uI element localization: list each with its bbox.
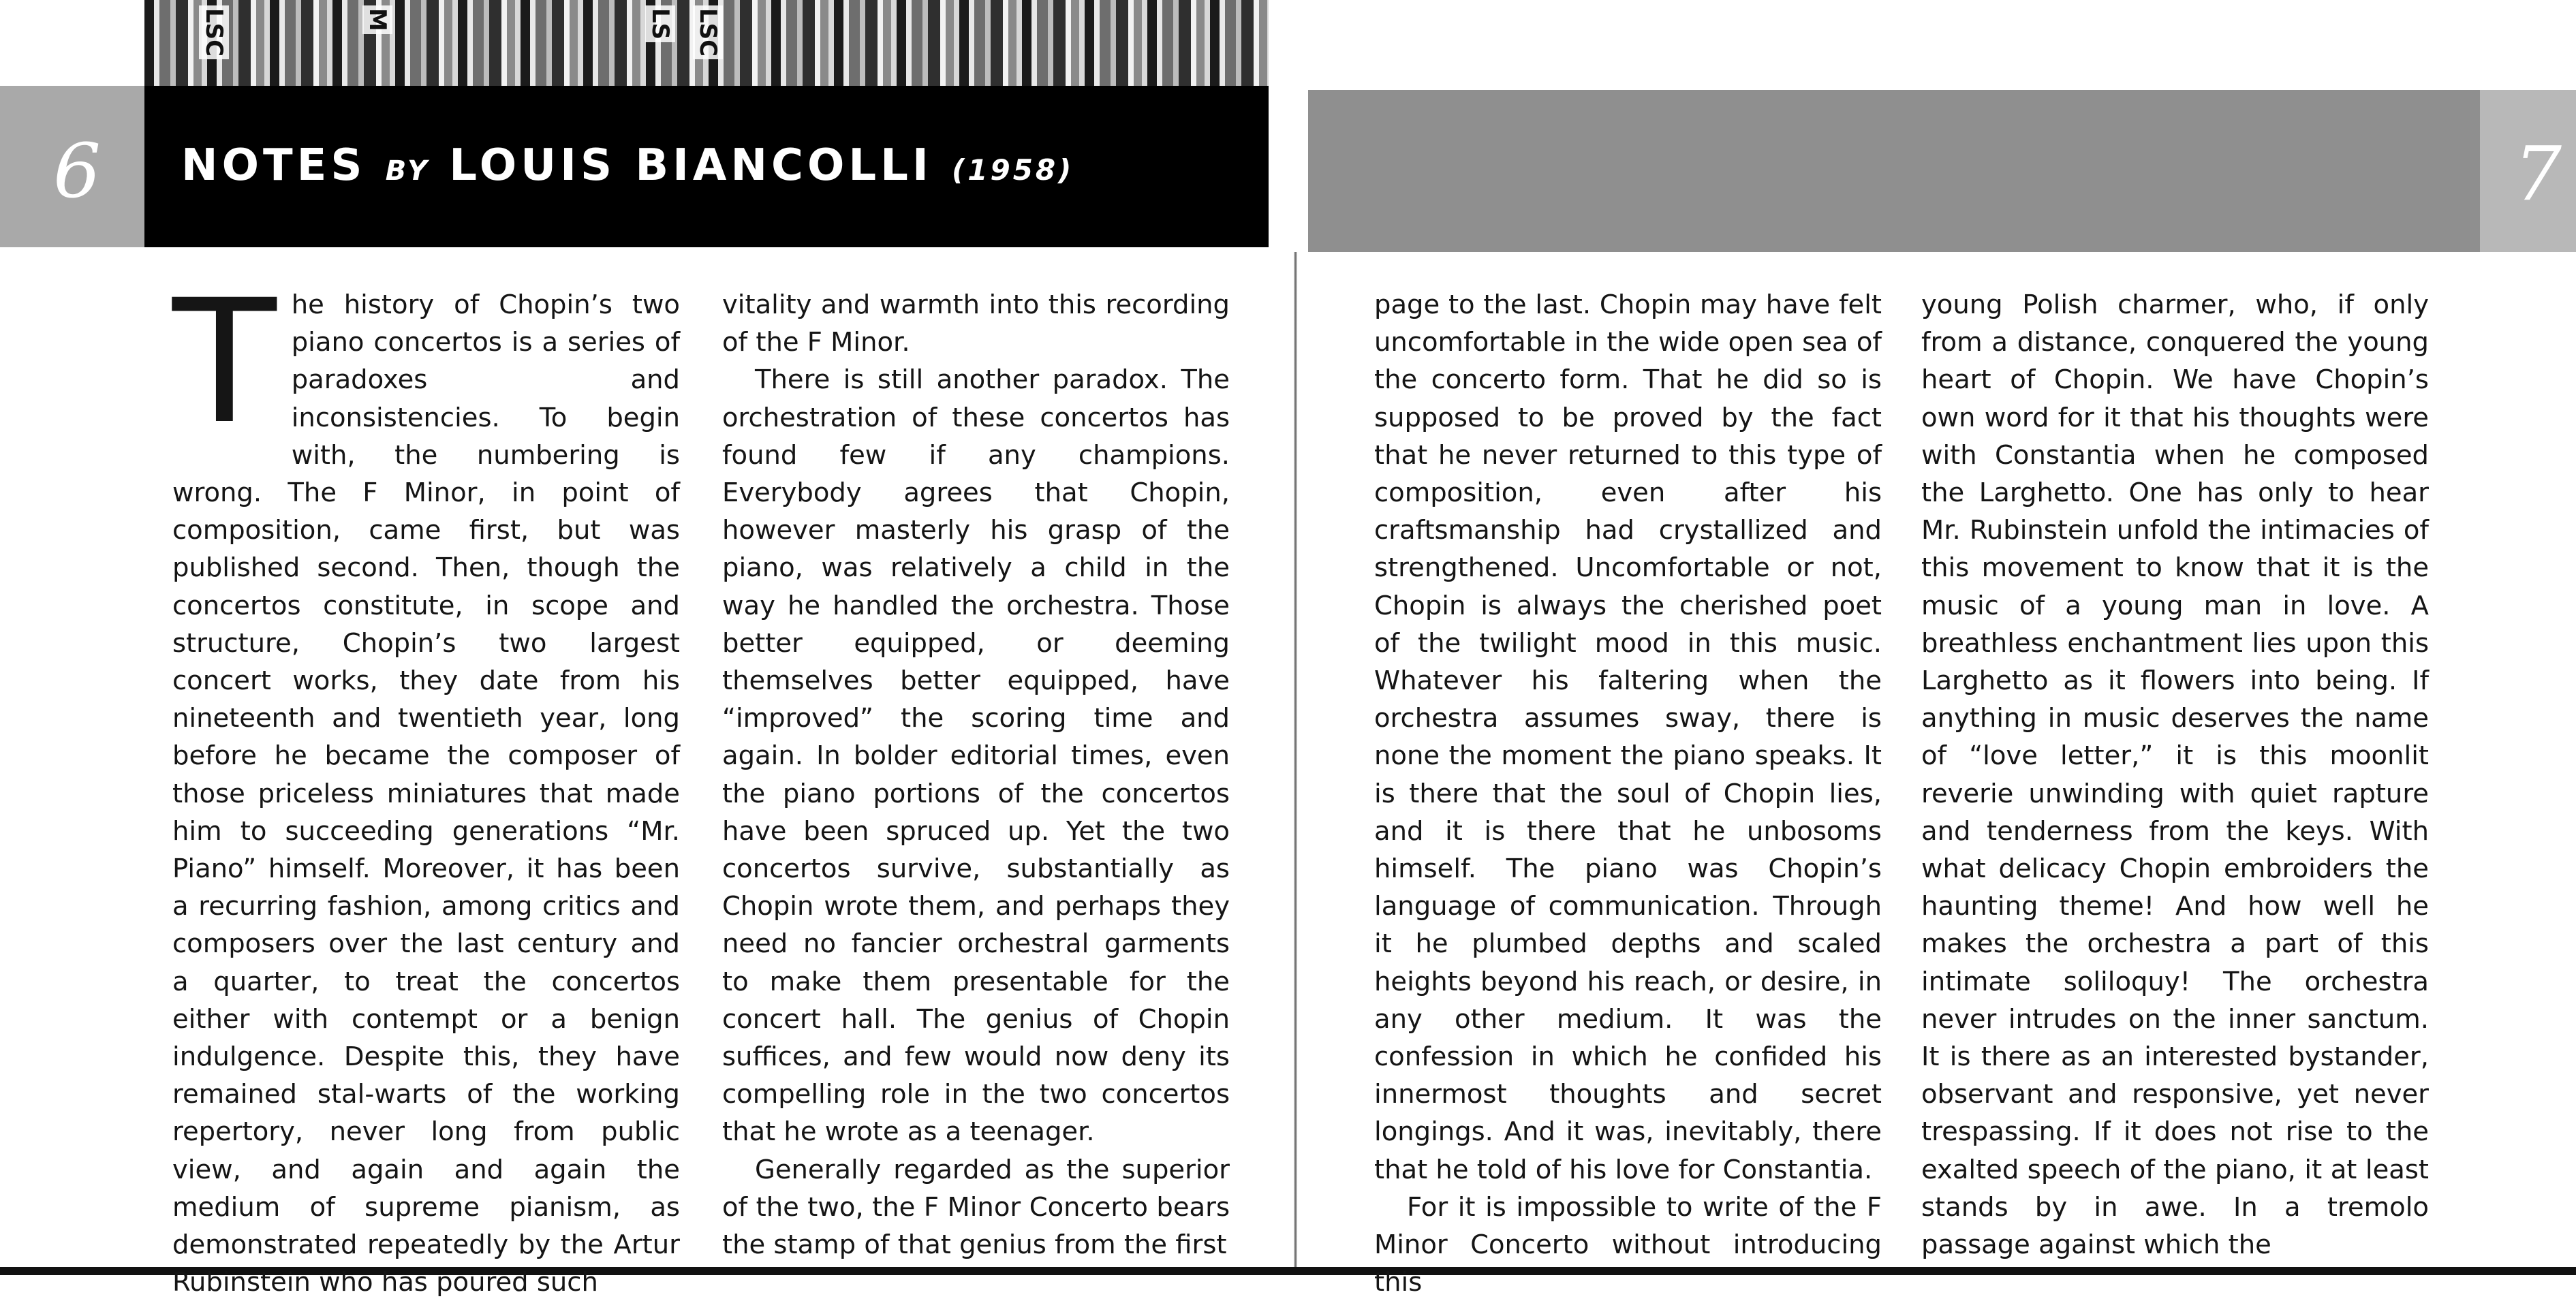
- spine-label: LSC: [199, 5, 229, 59]
- text-column-3: [1374, 286, 1882, 1301]
- record-spines-photo: [144, 0, 1269, 86]
- book-spine: [1294, 252, 1297, 1274]
- heading-author: LOUIS BIANCOLLI: [449, 140, 933, 191]
- heading-by: BY: [385, 155, 430, 187]
- paragraph: vitality and warmth into this recording of the F Minor.: [722, 289, 1230, 358]
- drop-cap: T: [172, 263, 277, 461]
- text-column-1: [172, 263, 680, 1301]
- paragraph: he history of Chopin’s two piano concertos is a series of paradoxes and inconsistencies. To begin with, the numbering is wrong. The F Minor, in point of composition, came first, but was published second. Then, though the concertos constitute, in scope and structure, Chopin’s two largest concert works, they date from his nineteenth and twentieth year, long before he became the composer of those priceless miniatures that made him to succeeding generations “Mr. Piano” himself. Moreover, it has been a recurring fashion, among critics and composers over the last century and a quarter, to treat the concertos either with contempt or a benign indulgence. Despite this, they have remained stal-warts of the working repertory, never long from public view, and again and again the medium of supreme pianism, as demonstrated repeatedly by the Artur Rubinstein who has poured such: [172, 289, 680, 1298]
- spine-label: LS: [645, 5, 675, 42]
- paragraph: There is still another paradox. The orchestration of these concertos has found few if any champions. Everybody agrees that Chopin, however masterly his grasp of the piano, was relatively a child in the way he handled the orchestra. Those better equipped, or deeming themselves better equipped, have “improved” the scoring time and again. In bolder editorial times, even the piano portions of the concertos have been spruced up. Yet the two concertos survive, substantially as Chopin wrote them, and perhaps they need no fancier orchestral garments to make them presentable for the concert hall. The genius of Chopin suffices, and few would now deny its compelling role in the two concertos that he wrote as a teenager.: [722, 364, 1230, 1148]
- page-number-right: 7: [2514, 130, 2562, 217]
- header-band-right: [1308, 90, 2480, 252]
- heading-year: (1958): [952, 153, 1074, 187]
- section-heading: [181, 140, 1074, 191]
- paragraph: Generally regarded as the superior of the two, the F Minor Concerto bears the stamp of that genius from the first: [722, 1154, 1230, 1261]
- paragraph: For it is impossible to write of the F Minor Concerto without introducing this: [1374, 1191, 1882, 1298]
- page-number-left: 6: [53, 127, 101, 215]
- paragraph: page to the last. Chopin may have felt uncomfortable in the wide open sea of the concerto form. That he did so is supposed to be proved by the fact that he never returned to this type of composition, even after his craftsmanship had crystallized and strengthened. Uncomfortable or not, Chopin is always the cherished poet of the twilight mood in this music. Whatever his faltering when the orchestra assumes sway, there is none the moment the piano speaks. It is there that the soul of Chopin lies, and it is there that he unbosoms himself. The piano was Chopin’s language of communication. Through it he plumbed depths and scaled heights beyond his reach, or desire, in any other medium. It was the confession in which he confided his innermost thoughts and secret longings. And it was, inevitably, there that he told of his love for Constantia.: [1374, 289, 1882, 1185]
- spine-label: M: [362, 5, 392, 34]
- text-column-2: [722, 286, 1230, 1264]
- spine-label: LSC: [693, 5, 723, 59]
- paragraph: young Polish charmer, who, if only from a distance, conquered the young heart of Chopin. We have Chopin’s own word for it that his thoughts were with Constantia when he composed the Larghetto. One has only to hear Mr. Rubinstein unfold the intimacies of this movement to know that it is the music of a young man in love. A breathless enchantment lies upon this Larghetto as it flowers into being. If anything in music deserves the name of “love letter,” it is this moonlit reverie unwinding with quiet rapture and tenderness from the keys. With what delicacy Chopin embroiders the haunting theme! And how well he makes the orchestra a part of this intimate soliloquy! The orchestra never intrudes on the inner sanctum. It is there as an interested bystander, observant and responsive, yet never trespassing. If it does not rise to the exalted speech of the piano, it at least stands by in awe. In a tremolo passage against which the: [1921, 289, 2429, 1261]
- heading-notes: NOTES: [181, 140, 367, 191]
- text-column-4: [1921, 286, 2429, 1264]
